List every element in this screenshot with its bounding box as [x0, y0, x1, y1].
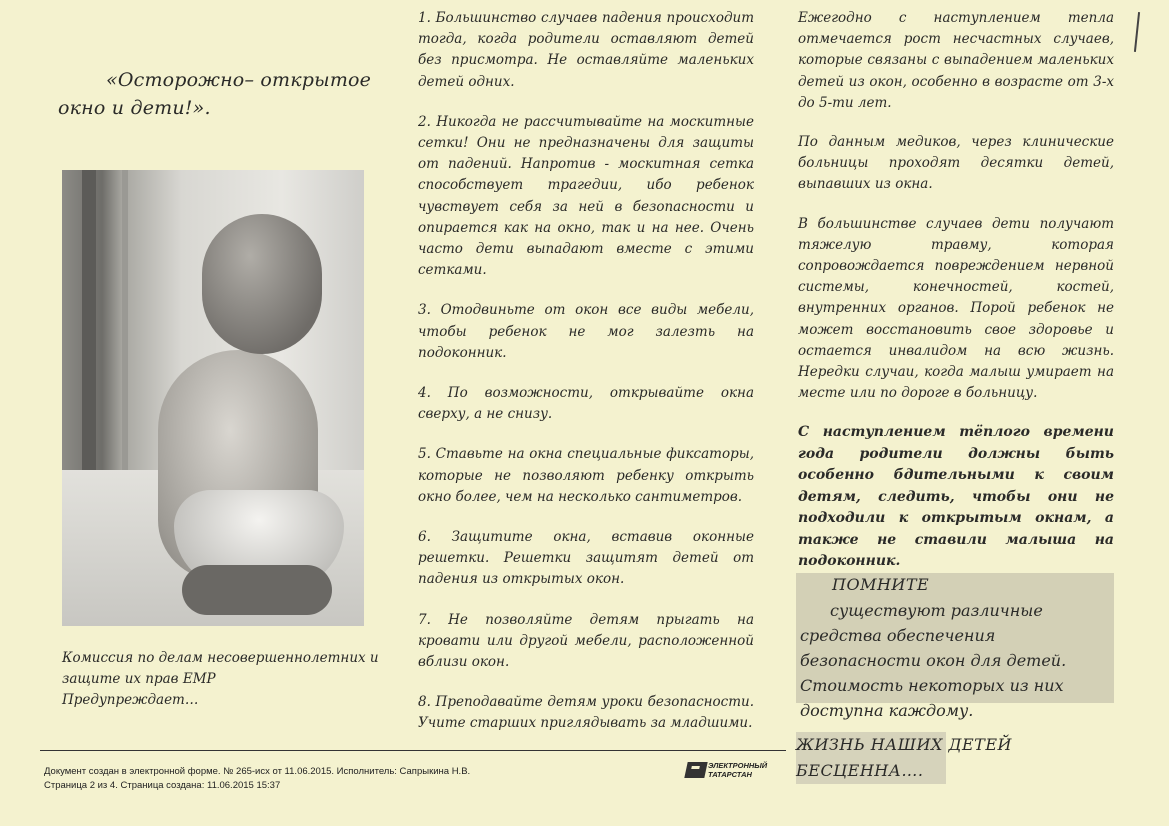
- safety-tip: 1. Большинство случаев падения происходит тогда, когда родители оставляют детей без присмотра. Не оставляйте маленьких детей одних.: [418, 10, 754, 90]
- footer-divider: [40, 750, 786, 751]
- caption-line: Предупреждает…: [62, 692, 199, 708]
- left-column: [58, 66, 378, 122]
- life-priceless-box: [796, 732, 1012, 784]
- safety-tips-column: [418, 8, 754, 754]
- leaflet-title: «Осторожно– открытое окно и дети!».: [58, 69, 372, 119]
- logo-icon: [684, 762, 707, 778]
- baby-legs: [182, 565, 332, 615]
- paragraph-statistics: Ежегодно с наступлением тепла отмечается рост несчастных случаев, которые связаны с выпадением маленьких детей из окон, особенно в возрасте от 3-х до 5-ти лет.: [798, 10, 1114, 111]
- safety-tip: 4. По возможности, открывайте окна сверху, а не снизу.: [418, 385, 754, 423]
- staple-mark: [1134, 12, 1140, 52]
- remember-box: [796, 573, 1114, 720]
- electronic-tatarstan-logo: [686, 760, 774, 780]
- footer-doc-info: Документ создан в электронной форме. № 265-исх от 11.06.2015. Исполнитель: Сапрыкина Н.В.: [44, 766, 471, 777]
- logo-text: [708, 761, 767, 779]
- baby-at-window-photo: [62, 170, 364, 626]
- paragraph-medics: По данным медиков, через клинические больницы проходят десятки детей, выпавших из окна.: [798, 134, 1114, 193]
- baby-head: [202, 214, 322, 354]
- paragraph-injuries: В большинстве случаев дети получают тяжелую травму, которая сопровождается повреждением нервной системы, конечностей, костей, внутренних органов. Порой ребенок не может восстановить свое здоровье и остается инвалидом на всю жизнь. Нередки случаи, когда малыш умирает на месте или по дороге в больницу.: [798, 215, 1114, 402]
- remember-heading: ПОМНИТЕ: [832, 575, 930, 594]
- issuer-caption: [62, 648, 382, 711]
- life-line-2: БЕСЦЕННА….: [796, 761, 924, 780]
- remember-text: существуют различные средства обеспечения безопасности окон для детей. Стоимость некоторых из них доступна каждому.: [800, 601, 1067, 720]
- logo-line-2: ТАТАРСТАН: [708, 770, 752, 779]
- safety-tip: 8. Преподавайте детям уроки безопасности. Учите старших приглядывать за младшими.: [418, 694, 754, 732]
- statistics-column: [798, 8, 1114, 591]
- caption-line: защите их прав ЕМР: [62, 671, 216, 687]
- document-footer: [44, 765, 470, 793]
- safety-tip: 6. Защитите окна, вставив оконные решетки. Решетки защитят детей от падения из открытых окон.: [418, 529, 754, 588]
- paragraph-parents-warning: С наступлением тёплого времени года родители должны быть особенно бдительными к своим детям, следить, чтобы они не подходили к открытым окнам, а также не ставили малыша на подоконник.: [798, 424, 1114, 570]
- safety-tip: 3. Отодвиньте от окон все виды мебели, чтобы ребенок не мог залезть на подоконник.: [418, 302, 754, 361]
- safety-tip: 7. Не позволяйте детям прыгать на кровати или другой мебели, расположенной вблизи окон.: [418, 611, 754, 671]
- footer-page-info: Страница 2 из 4. Страница создана: 11.06.2015 15:37: [44, 780, 281, 791]
- logo-line-1: ЭЛЕКТРОННЫЙ: [708, 761, 768, 770]
- life-line-1: ЖИЗНЬ НАШИХ ДЕТЕЙ: [796, 735, 1012, 754]
- safety-tip: 2. Никогда не рассчитывайте на москитные сетки! Они не предназначены для защиты от падений. Напротив - москитная сетка способствует трагедии, ибо ребенок чувствует себя за ней в безопасности и опирается как на окно, так и на нее. Очень часто дети выпадают вместе с этими сетками.: [418, 113, 754, 279]
- caption-line: Комиссия по делам несовершеннолетних и: [62, 650, 379, 666]
- safety-tip: 5. Ставьте на окна специальные фиксаторы, которые не позволяют ребенку открыть окно более, чем на несколько сантиметров.: [418, 446, 754, 505]
- window-bar: [122, 170, 128, 470]
